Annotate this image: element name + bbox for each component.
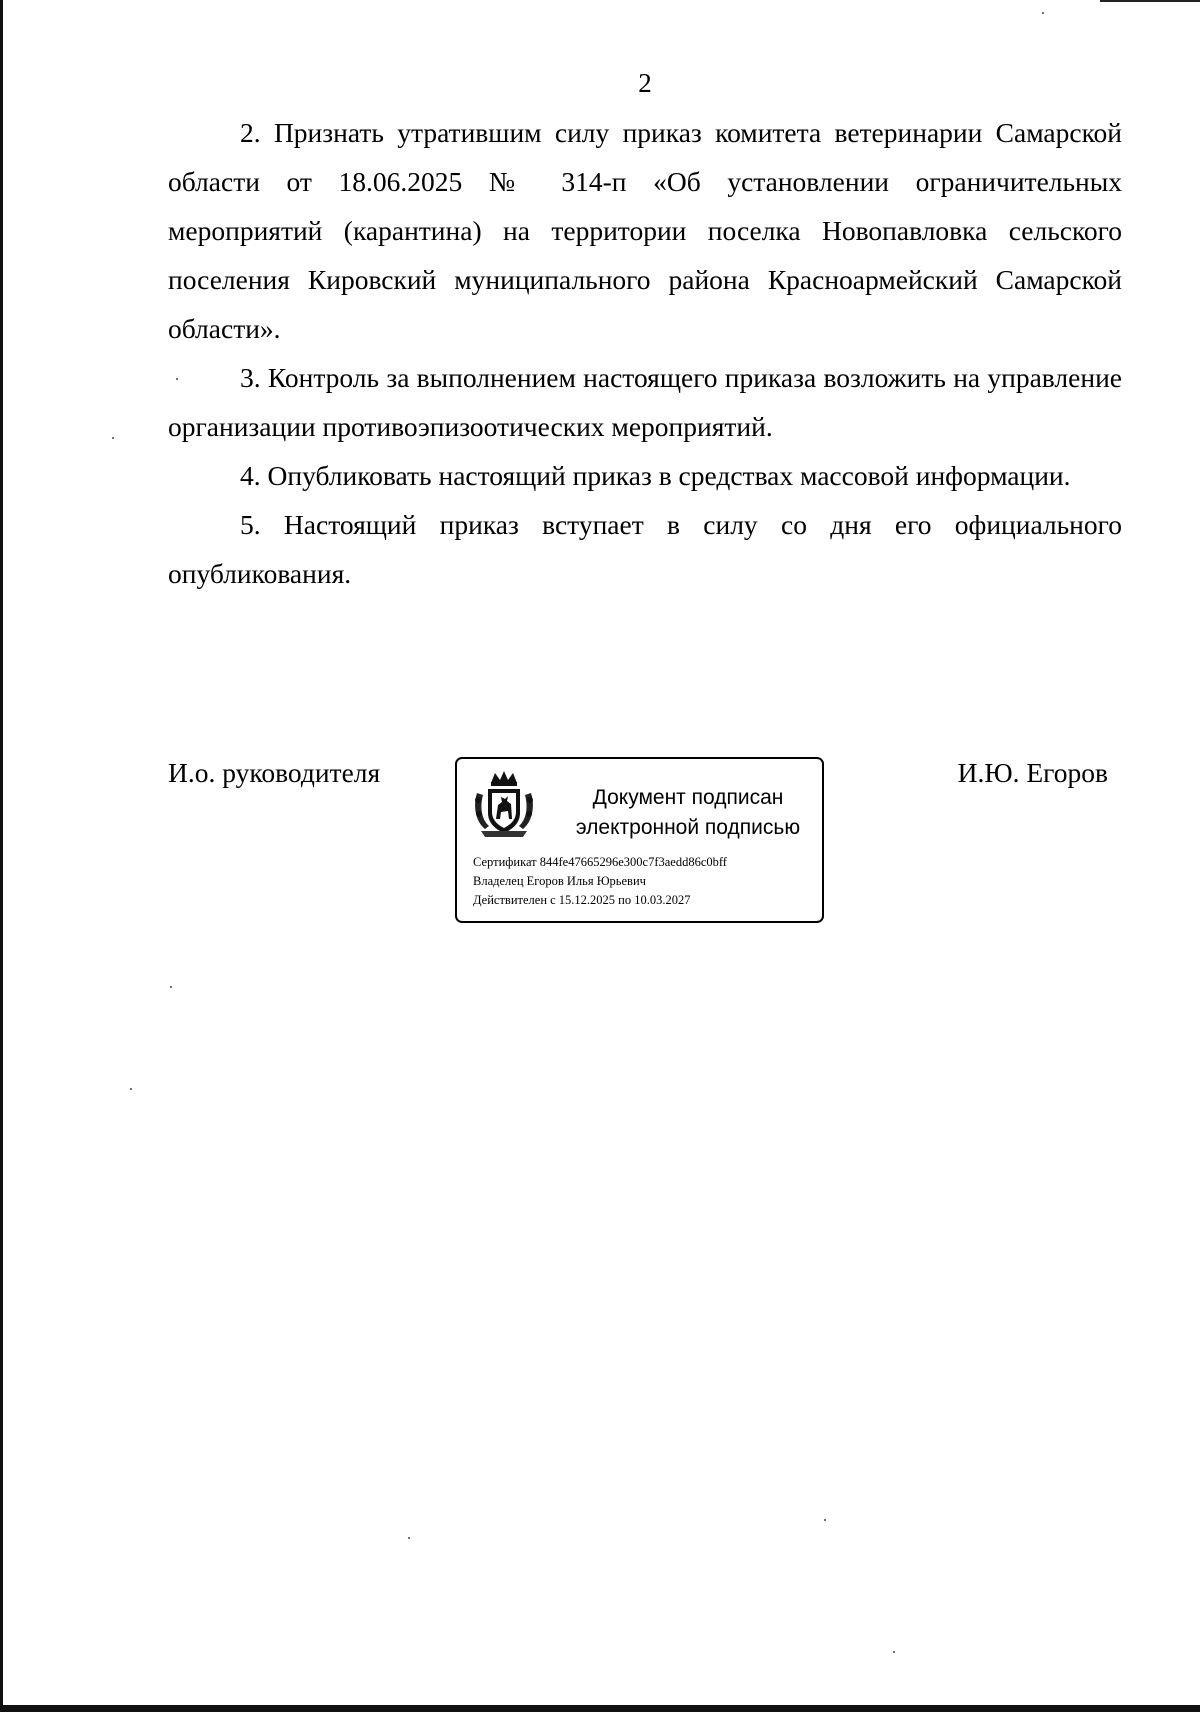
scan-edge-left <box>0 0 3 1712</box>
scan-speck <box>824 1519 826 1521</box>
stamp-title-line-1: Документ подписан <box>592 786 784 809</box>
scan-speck <box>408 1537 410 1539</box>
samara-coat-of-arms-icon <box>471 769 537 839</box>
paragraph-item-2: 2. Признать утратившим силу приказ комитета ветеринарии Самарской области от 18.06.2025 № 314-п «Об установлении ограничительных мероприятий (карантина) на территории поселка Новопавловка сельского поселения Кировский муниципального района Красноармейский Самарской области». <box>168 117 1122 344</box>
scan-speck <box>893 1651 895 1653</box>
paragraph-item-3: 3. Контроль за выполнением настоящего приказа возложить на управление организации противоэпизоотических мероприятий. <box>168 362 1122 442</box>
stamp-details <box>473 853 818 910</box>
certificate-owner: Владелец Егоров Илья Юрьевич <box>473 874 646 888</box>
document-body <box>168 108 1122 598</box>
signer-name: И.Ю. Егоров <box>957 757 1108 788</box>
scan-speck <box>1042 12 1044 14</box>
scan-speck <box>170 986 172 988</box>
stamp-title-line-2: электронной подписью <box>575 816 801 839</box>
certificate-validity: Действителен с 15.12.2025 по 10.03.2027 <box>473 893 691 907</box>
certificate-number: Сертификат 844fe47665296e300c7f3aedd86c0bff <box>473 855 727 869</box>
stamp-title <box>557 783 819 843</box>
paragraph-item-5: 5. Настоящий приказ вступает в силу со дня его официального опубликования. <box>168 509 1122 589</box>
signer-position: И.о. руководителя <box>168 757 381 788</box>
scan-edge-bottom <box>0 1705 1200 1712</box>
scan-speck <box>130 1088 132 1090</box>
paragraph-item-4: 4. Опубликовать настоящий приказ в средствах массовой информации. <box>240 460 1071 491</box>
page-number: 2 <box>638 68 652 98</box>
scan-edge-top <box>1100 0 1200 2</box>
electronic-signature-stamp <box>455 757 824 923</box>
scan-speck <box>112 437 114 439</box>
